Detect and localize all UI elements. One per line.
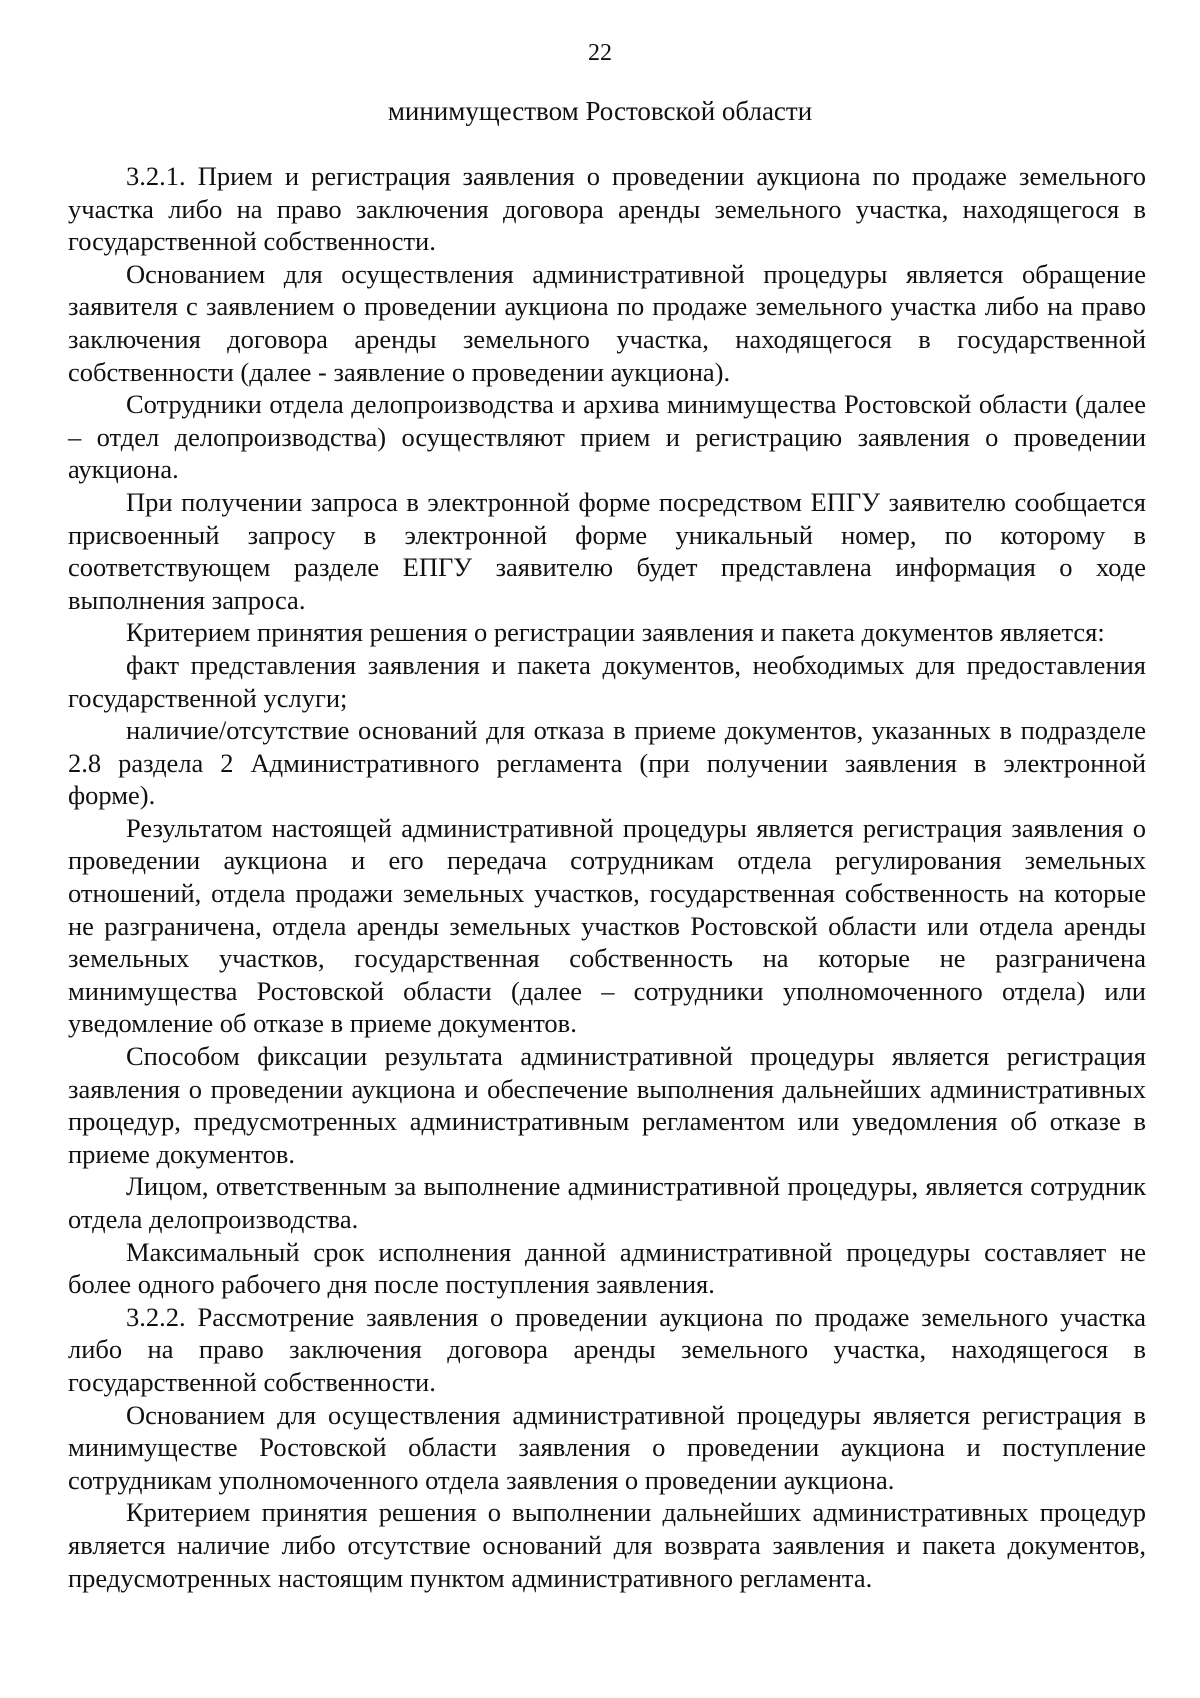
paragraph: Критерием принятия решения о выполнении дальнейших административных процедур является наличие либо отсутствие оснований для возврата заявления и пакета документов, предусмотренных настоящим пунктом административного регламента. [68, 1497, 1146, 1593]
paragraph: наличие/отсутствие оснований для отказа в приеме документов, указанных в подразделе 2.8 раздела 2 Административного регламента (при получении заявления в электронной форме). [68, 715, 1146, 811]
paragraph: Основанием для осуществления административной процедуры является регистрация в минимуществе Ростовской области заявления о проведении аукциона и поступление сотрудникам уполномоченного отдела заявления о проведении аукциона. [68, 1399, 1146, 1495]
page-number: 22 [588, 40, 612, 66]
paragraph: При получении запроса в электронной форме посредством ЕПГУ заявителю сообщается присвоенный запросу в электронной форме уникальный номер, по которому в соответствующем разделе ЕПГУ заявителю будет представлена информация о ходе выполнения запроса. [68, 486, 1146, 615]
paragraph-3-2-1-heading: 3.2.1. Прием и регистрация заявления о проведении аукциона по продаже земельного участка либо на право заключения договора аренды земельного участка, находящегося в государственной собственности. [68, 161, 1146, 257]
paragraph: Способом фиксации результата административной процедуры является регистрация заявления о проведении аукциона и обеспечение выполнения дальнейших административных процедур, предусмотренных административным регламентом или уведомления об отказе в приеме документов. [68, 1041, 1146, 1169]
paragraph: Критерием принятия решения о регистрации заявления и пакета документов является: [126, 617, 1105, 648]
paragraph: факт представления заявления и пакета документов, необходимых для предоставления государственной услуги; [68, 649, 1146, 713]
paragraph: Сотрудники отдела делопроизводства и архива минимущества Ростовской области (далее – отдел делопроизводства) осуществляют прием и регистрацию заявления о проведении аукциона. [68, 389, 1146, 485]
paragraph: Результатом настоящей административной процедуры является регистрация заявления о проведении аукциона и его передача сотрудникам отдела регулирования земельных отношений, отдела продажи земельных участков, государственная собственность на которые не разграничена, отдела аренды земельных участков Ростовской области или отдела аренды земельных участков, государственная собственность на которые не разграничена минимущества Ростовской области (далее – сотрудники уполномоченного отдела) или уведомление об отказе в приеме документов. [68, 812, 1146, 1039]
paragraph: Основанием для осуществления административной процедуры является обращение заявителя с заявлением о проведении аукциона по продаже земельного участка либо на право заключения договора аренды земельного участка, находящегося в государственной собственности (далее - заявление о проведении аукциона). [68, 258, 1146, 387]
paragraph: Лицом, ответственным за выполнение административной процедуры, является сотрудник отдела делопроизводства. [68, 1171, 1146, 1234]
header-continuation: минимуществом Ростовской области [387, 96, 813, 126]
paragraph-3-2-2-heading: 3.2.2. Рассмотрение заявления о проведении аукциона по продаже земельного участка либо на право заключения договора аренды земельного участка, находящегося в государственной собственности. [68, 1301, 1146, 1397]
paragraph: Максимальный срок исполнения данной административной процедуры составляет не более одного рабочего дня после поступления заявления. [68, 1236, 1146, 1300]
document-body [68, 160, 1146, 1594]
